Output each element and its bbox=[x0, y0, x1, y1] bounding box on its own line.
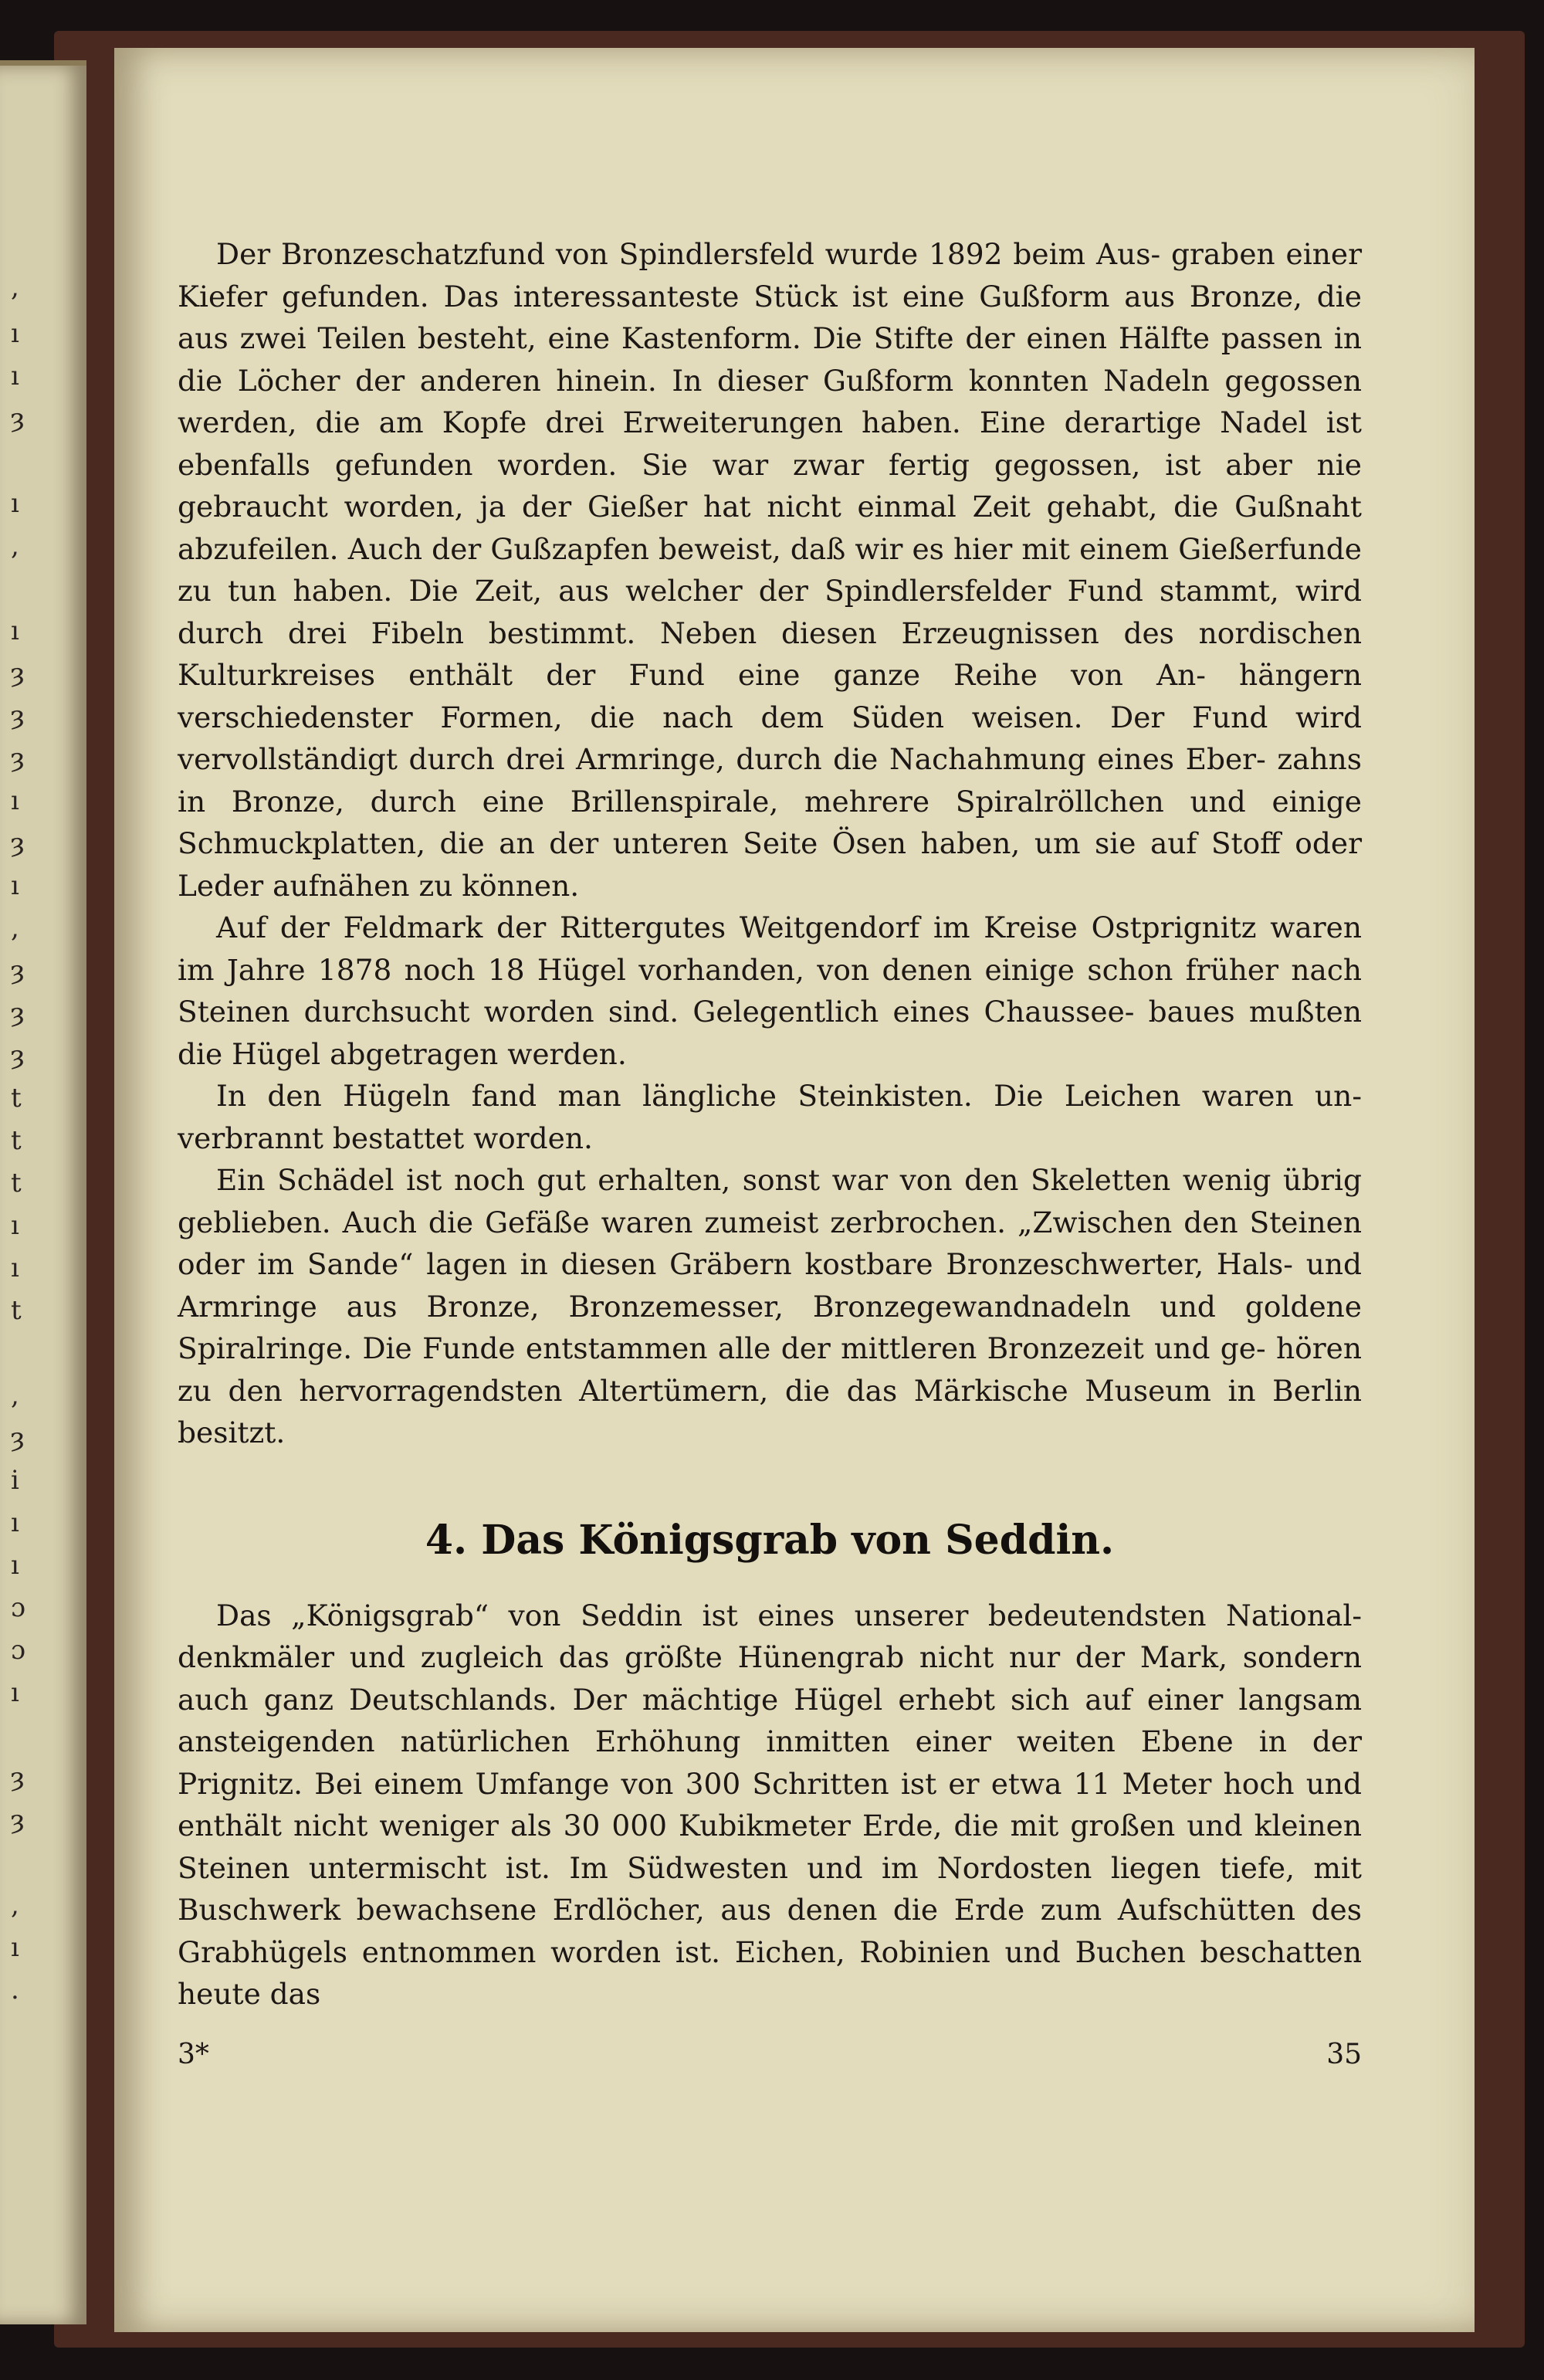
margin-mark: ɔ bbox=[11, 1635, 26, 1666]
paragraph-spindlersfeld: Der Bronzeschatzfund von Spindlersfeld wurde 1892 beim Aus- graben einer Kiefer gefunden. Das interessanteste Stück ist eine Gußform aus Bronze, die aus zwei Teilen besteht, eine Kastenform. Die Stifte der einen Hälfte passen in die Löcher der anderen hinein. In dieser Gußform konnten Nadeln gegossen werden, die am Kopfe drei Erweiterungen haben. Eine derartige Nadel ist ebenfalls gefunden worden. Sie war zwar fertig gegossen, ist aber nie gebraucht worden, ja der Gießer hat nicht einmal Zeit gehabt, die Gußnaht abzufeilen. Auch der Gußzapfen beweist, daß wir es hier mit einem Gießerfunde zu tun haben. Die Zeit, aus welcher der Spindlersfelder Fund stammt, wird durch drei Fibeln bestimmt. Neben diesen Erzeugnissen des nordischen Kulturkreises enthält der Fund eine ganze Reihe von An- hängern verschiedenster Formen, die nach dem Süden weisen. Der Fund wird vervollständigt durch drei Armringe, durch die Nachahmung eines Eber- zahns in Bronze, durch eine Brillenspirale, mehrere Spiralröllchen und einige Schmuckplatten, die an der unteren Seite Ösen haben, um sie auf Stoff oder Leder aufnähen zu können. bbox=[178, 237, 1362, 903]
margin-mark: ı bbox=[11, 488, 19, 519]
right-page bbox=[114, 48, 1475, 2332]
margin-mark: t bbox=[11, 1295, 22, 1326]
margin-mark: ȝ bbox=[11, 1040, 25, 1071]
margin-mark: . bbox=[11, 1975, 19, 2005]
margin-mark: ı bbox=[11, 785, 19, 816]
margin-mark: , bbox=[11, 1890, 19, 1921]
margin-mark: ɔ bbox=[11, 1592, 26, 1623]
paragraph-weitgendorf: Auf der Feldmark der Rittergutes Weitgendorf im Kreise Ostprignitz waren im Jahre 1878 noch 18 Hügel vorhanden, von denen einige schon früher nach Steinen durchsucht worden sind. Gelegentlich eines Chaussee- baues mußten die Hügel abgetragen werden. bbox=[178, 910, 1362, 1071]
margin-mark: ı bbox=[11, 1677, 19, 1708]
margin-mark: ı bbox=[11, 1932, 19, 1963]
printer-signature: 3* bbox=[178, 2039, 209, 2070]
margin-mark: ı bbox=[11, 361, 19, 392]
margin-mark: t bbox=[11, 1168, 22, 1198]
margin-mark: ı bbox=[11, 1253, 19, 1283]
margin-mark: , bbox=[11, 531, 19, 561]
margin-mark: ı bbox=[11, 615, 19, 646]
margin-mark: t bbox=[11, 1125, 22, 1156]
margin-mark: ȝ bbox=[11, 700, 25, 731]
page-number: 35 bbox=[1326, 2039, 1362, 2070]
margin-mark: ı bbox=[11, 1550, 19, 1581]
page-footer bbox=[178, 2039, 1362, 2077]
margin-mark: ı bbox=[11, 870, 19, 901]
section-heading: 4. Das Königsgrab von Seddin. bbox=[425, 1516, 1115, 1564]
margin-mark: ȝ bbox=[11, 1805, 25, 1836]
margin-mark: ȝ bbox=[11, 1422, 25, 1453]
left-page-margin bbox=[0, 66, 86, 2324]
margin-mark: ȝ bbox=[11, 1762, 25, 1793]
margin-mark: , bbox=[11, 1380, 19, 1411]
margin-mark: ȝ bbox=[11, 955, 25, 986]
margin-mark: ȝ bbox=[11, 828, 25, 859]
margin-mark: ȝ bbox=[11, 403, 25, 434]
margin-mark: ı bbox=[11, 318, 19, 349]
margin-mark: ȝ bbox=[11, 658, 25, 689]
margin-mark: ı bbox=[11, 1507, 19, 1538]
margin-mark: t bbox=[11, 1083, 22, 1114]
margin-mark: i bbox=[11, 1465, 19, 1496]
paragraph-koenigsgrab: Das „Königsgrab“ von Seddin ist eines unserer bedeutendsten National- denkmäler und zugleich das größte Hünengrab nicht nur der Mark, sondern auch ganz Deutschlands. Der mächtige Hügel erhebt sich auf einer langsam ansteigenden natürlichen Erhöhung inmitten einer weiten Ebene in der Prignitz. Bei einem Umfange von 300 Schritten ist er etwa 11 Meter hoch und enthält nicht weniger als 30 000 Kubikmeter Erde, die mit großen und kleinen Steinen untermischt ist. Im Südwesten und im Nordosten liegen tiefe, mit Buschwerk bewachsene Erdlöcher, aus denen die Erde zum Aufschütten des Grabhügels entnommen worden ist. Eichen, Robinien und Buchen beschatten heute das bbox=[178, 1598, 1362, 2011]
margin-mark: ȝ bbox=[11, 998, 25, 1029]
paragraph-steinkisten: In den Hügeln fand man längliche Steinkisten. Die Leichen waren un- verbrannt bestattet worden. bbox=[178, 1079, 1362, 1155]
paragraph-funde: Ein Schädel ist noch gut erhalten, sonst war von den Skeletten wenig übrig geblieben. Auch die Gefäße waren zumeist zerbrochen. „Zwischen den Steinen oder im Sande“ lagen in diesen Gräbern kostbare Bronzeschwerter, Hals- und Armringe aus Bronze, Bronzemesser, Bronzegewandnadeln und goldene Spiralringe. Die Funde entstammen alle der mittleren Bronzezeit und ge- hören zu den hervorragendsten Altertümern, die das Märkische Museum in Berlin besitzt. bbox=[178, 1163, 1362, 1449]
margin-mark: , bbox=[11, 272, 19, 303]
left-page-fragment bbox=[0, 66, 86, 2324]
margin-mark: , bbox=[11, 913, 19, 944]
margin-mark: ȝ bbox=[11, 743, 25, 774]
page-text-block bbox=[178, 233, 1362, 2256]
margin-mark: ı bbox=[11, 1210, 19, 1241]
